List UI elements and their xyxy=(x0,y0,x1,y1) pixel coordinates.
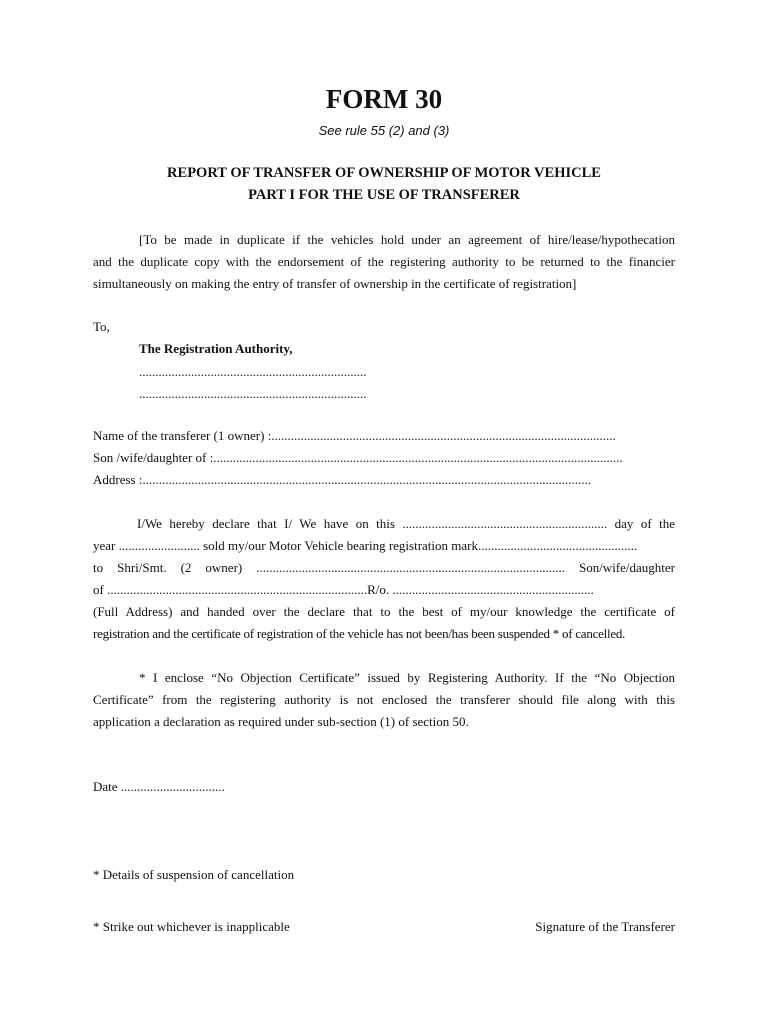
suspension-details-note: * Details of suspension of cancellation xyxy=(93,867,295,882)
instruction-line-3: simultaneously on making the entry of transfer of ownership in the certificate of registration] xyxy=(93,276,577,291)
declaration-line-2: year ......................... sold my/our Motor Vehicle bearing registration mark................................................. xyxy=(93,538,638,553)
instruction-line-2: and the duplicate copy with the endorsement of the registering authority to be returned to the financier xyxy=(93,254,675,269)
noc-line-3: application a declaration as required under sub-section (1) of section 50. xyxy=(93,714,469,729)
noc-line-1: * I enclose “No Objection Certificate” issued by Registering Authority. If the “No Objection xyxy=(139,670,675,685)
authority-blank-2: ...................................................................... xyxy=(139,386,367,401)
declaration-line-4: of ................................................................................R/o. .............................................................. xyxy=(93,582,594,597)
transferer-relation-field: Son /wife/daughter of :.............................................................................................................................. xyxy=(93,450,623,465)
transferer-address-field: Address :.......................................................................................................................................... xyxy=(93,472,591,487)
declaration-line-5: (Full Address) and handed over the declare that to the best of my/our knowledge the certificate of xyxy=(93,604,675,619)
part-heading: PART I FOR THE USE OF TRANSFERER xyxy=(248,187,520,203)
transferer-name-field: Name of the transferer (1 owner) :.......................................................................................................... xyxy=(93,428,616,443)
noc-line-2: Certificate” from the registering authority is not enclosed the transferer should file along with this xyxy=(93,692,675,707)
report-heading: REPORT OF TRANSFER OF OWNERSHIP OF MOTOR VEHICLE xyxy=(167,165,601,181)
form-title: FORM 30 xyxy=(325,84,443,114)
instruction-line-1: [To be made in duplicate if the vehicles hold under an agreement of hire/lease/hypothecation xyxy=(139,232,675,247)
to-label: To, xyxy=(93,319,110,334)
transferer-signature-label: Signature of the Transferer xyxy=(535,919,675,934)
declaration-line-6: registration and the certificate of registration of the vehicle has not been/has been suspended * of cancelled. xyxy=(93,626,626,641)
declaration-line-1: I/We hereby declare that I/ We have on this ............................................................... day of the xyxy=(137,516,675,531)
strike-out-note: * Strike out whichever is inapplicable xyxy=(93,919,290,934)
authority-blank-1: ...................................................................... xyxy=(139,364,367,379)
registration-authority: The Registration Authority, xyxy=(139,341,293,356)
form-subtitle: See rule 55 (2) and (3) xyxy=(318,123,450,138)
date-field: Date ................................ xyxy=(93,779,225,794)
declaration-line-3: to Shri/Smt. (2 owner) ............................................................................................... Son/wife/daughter xyxy=(93,560,675,575)
